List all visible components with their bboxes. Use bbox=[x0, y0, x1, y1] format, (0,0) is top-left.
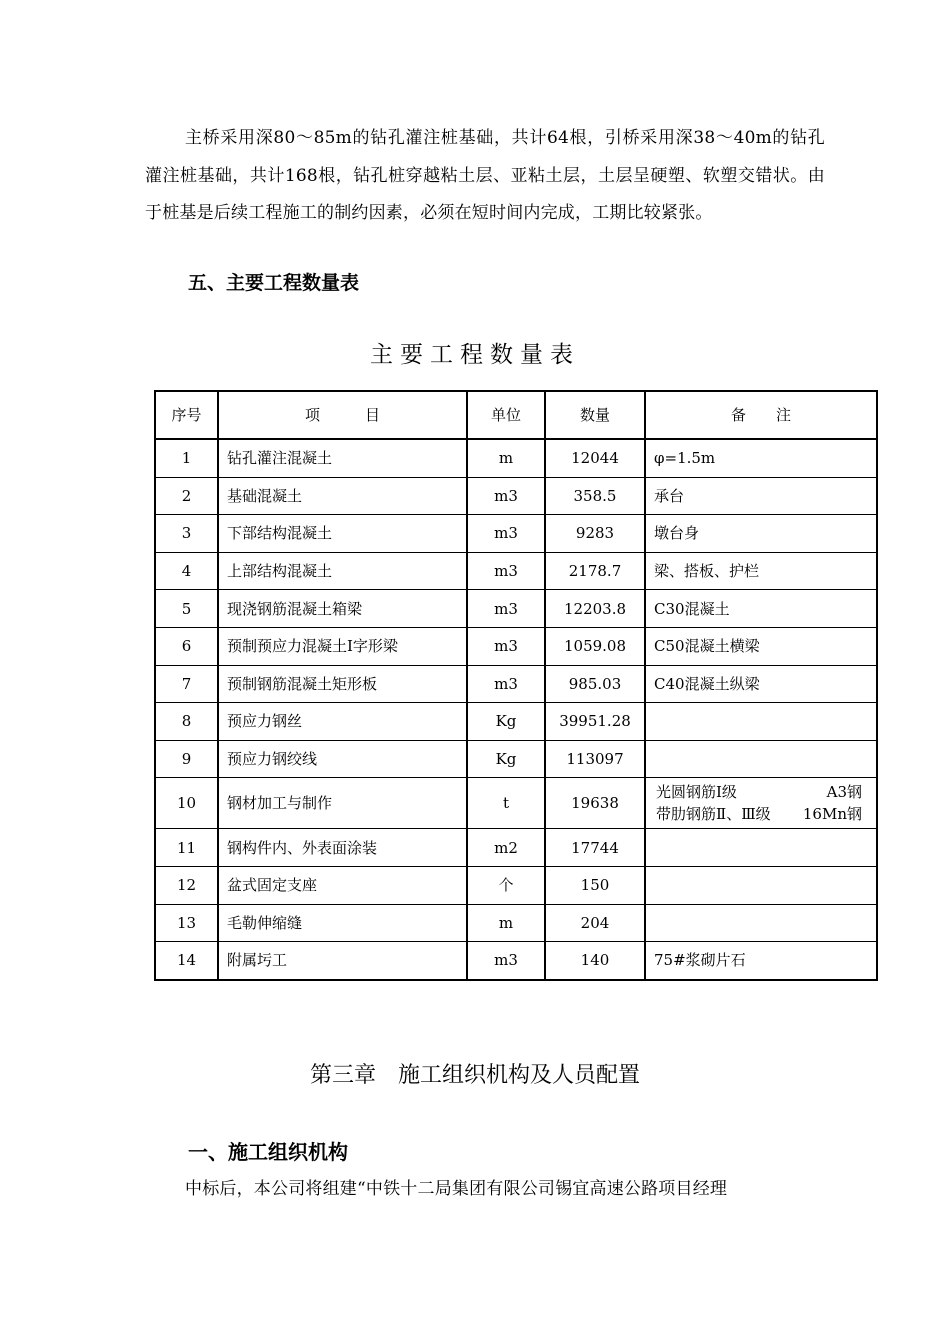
header-qty: 数量 bbox=[545, 391, 645, 439]
cell-qty: 2178.7 bbox=[545, 552, 645, 590]
cell-item: 钢材加工与制作 bbox=[218, 778, 467, 829]
cell-qty: 985.03 bbox=[545, 665, 645, 703]
table-row bbox=[155, 942, 877, 980]
cell-note bbox=[645, 866, 877, 904]
header-item: 项 目 bbox=[218, 391, 467, 439]
header-note: 备 注 bbox=[645, 391, 877, 439]
note-line-1-right: A3钢 bbox=[826, 783, 862, 802]
cell-qty: 9283 bbox=[545, 515, 645, 553]
table-row bbox=[155, 665, 877, 703]
note-line-2-left: 带肋钢筋Ⅱ、Ⅲ级 bbox=[656, 805, 771, 824]
cell-unit: m3 bbox=[467, 515, 545, 553]
cell-item: 预应力钢丝 bbox=[218, 703, 467, 741]
table-row bbox=[155, 778, 877, 829]
cell-no: 3 bbox=[155, 515, 218, 553]
cell-item: 预制钢筋混凝土矩形板 bbox=[218, 665, 467, 703]
body-paragraph: 中标后，本公司将组建“中铁十二局集团有限公司锡宜高速公路项目经理 bbox=[185, 1179, 728, 1199]
cell-qty: 140 bbox=[545, 942, 645, 980]
cell-no: 8 bbox=[155, 703, 218, 741]
cell-qty: 19638 bbox=[545, 778, 645, 829]
table-row bbox=[155, 477, 877, 515]
table-row bbox=[155, 740, 877, 778]
cell-no: 14 bbox=[155, 942, 218, 980]
chapter-heading: 第三章 施工组织机构及人员配置 bbox=[309, 1063, 640, 1088]
table-row bbox=[155, 552, 877, 590]
cell-no: 1 bbox=[155, 439, 218, 477]
cell-unit: m3 bbox=[467, 590, 545, 628]
header-unit: 单位 bbox=[467, 391, 545, 439]
cell-unit: m3 bbox=[467, 477, 545, 515]
cell-note: 墩台身 bbox=[645, 515, 877, 553]
cell-unit: Kg bbox=[467, 703, 545, 741]
cell-qty: 17744 bbox=[545, 829, 645, 867]
cell-no: 12 bbox=[155, 866, 218, 904]
cell-qty: 12203.8 bbox=[545, 590, 645, 628]
cell-qty: 1059.08 bbox=[545, 627, 645, 665]
cell-qty: 150 bbox=[545, 866, 645, 904]
cell-note: C50混凝土横梁 bbox=[645, 627, 877, 665]
table-row bbox=[155, 829, 877, 867]
cell-note bbox=[645, 740, 877, 778]
cell-note: C30混凝土 bbox=[645, 590, 877, 628]
note-line-1-left: 光圆钢筋Ⅰ级 bbox=[656, 783, 737, 802]
table-row bbox=[155, 439, 877, 477]
table-row bbox=[155, 590, 877, 628]
cell-item: 毛勒伸缩缝 bbox=[218, 904, 467, 942]
cell-item: 盆式固定支座 bbox=[218, 866, 467, 904]
table-row bbox=[155, 904, 877, 942]
intro-paragraph: 主桥采用深80～85m的钻孔灌注桩基础，共计64根，引桥采用深38～40m的钻孔灌注桩基础，共计168根，钻孔桩穿越粘土层、亚粘土层，土层呈硬塑、软塑交错状。由于桩基是后续工程施工的制约因素，必须在短时间内完成，工期比较紧张。 bbox=[145, 128, 825, 223]
cell-no: 7 bbox=[155, 665, 218, 703]
cell-item: 下部结构混凝土 bbox=[218, 515, 467, 553]
cell-note bbox=[645, 904, 877, 942]
cell-qty: 39951.28 bbox=[545, 703, 645, 741]
cell-no: 13 bbox=[155, 904, 218, 942]
note-line-2-right: 16Mn钢 bbox=[802, 805, 862, 824]
table-header-row bbox=[155, 391, 877, 439]
cell-unit: t bbox=[467, 778, 545, 829]
cell-unit: m2 bbox=[467, 829, 545, 867]
header-no: 序号 bbox=[155, 391, 218, 439]
cell-no: 5 bbox=[155, 590, 218, 628]
quantity-table bbox=[154, 390, 878, 981]
table-row bbox=[155, 866, 877, 904]
cell-item: 现浇钢筋混凝土箱梁 bbox=[218, 590, 467, 628]
table-row bbox=[155, 703, 877, 741]
cell-no: 11 bbox=[155, 829, 218, 867]
cell-item: 上部结构混凝土 bbox=[218, 552, 467, 590]
note-line bbox=[656, 803, 862, 825]
cell-note: 梁、搭板、护栏 bbox=[645, 552, 877, 590]
cell-no: 10 bbox=[155, 778, 218, 829]
cell-note: φ=1.5m bbox=[645, 439, 877, 477]
cell-unit: Kg bbox=[467, 740, 545, 778]
cell-note bbox=[645, 829, 877, 867]
cell-item: 基础混凝土 bbox=[218, 477, 467, 515]
cell-note: 75#浆砌片石 bbox=[645, 942, 877, 980]
cell-item: 预制预应力混凝土I字形梁 bbox=[218, 627, 467, 665]
cell-note: 承台 bbox=[645, 477, 877, 515]
cell-note: C40混凝土纵梁 bbox=[645, 665, 877, 703]
cell-qty: 113097 bbox=[545, 740, 645, 778]
cell-no: 4 bbox=[155, 552, 218, 590]
cell-unit: m bbox=[467, 439, 545, 477]
cell-unit: m3 bbox=[467, 665, 545, 703]
cell-no: 9 bbox=[155, 740, 218, 778]
section-5-heading: 五、主要工程数量表 bbox=[188, 272, 360, 294]
table-row bbox=[155, 515, 877, 553]
cell-item: 钢构件内、外表面涂装 bbox=[218, 829, 467, 867]
cell-item: 附属圬工 bbox=[218, 942, 467, 980]
cell-item: 钻孔灌注混凝土 bbox=[218, 439, 467, 477]
section-1-heading: 一、施工组织机构 bbox=[188, 1140, 348, 1164]
cell-unit: m3 bbox=[467, 627, 545, 665]
cell-qty: 12044 bbox=[545, 439, 645, 477]
cell-unit: 个 bbox=[467, 866, 545, 904]
note-line bbox=[656, 781, 862, 803]
cell-unit: m bbox=[467, 904, 545, 942]
cell-qty: 204 bbox=[545, 904, 645, 942]
cell-no: 6 bbox=[155, 627, 218, 665]
cell-note bbox=[645, 703, 877, 741]
table-row bbox=[155, 627, 877, 665]
cell-no: 2 bbox=[155, 477, 218, 515]
cell-unit: m3 bbox=[467, 552, 545, 590]
cell-qty: 358.5 bbox=[545, 477, 645, 515]
cell-unit: m3 bbox=[467, 942, 545, 980]
table-title: 主要工程数量表 bbox=[370, 342, 580, 368]
cell-note bbox=[645, 778, 877, 829]
cell-item: 预应力钢绞线 bbox=[218, 740, 467, 778]
